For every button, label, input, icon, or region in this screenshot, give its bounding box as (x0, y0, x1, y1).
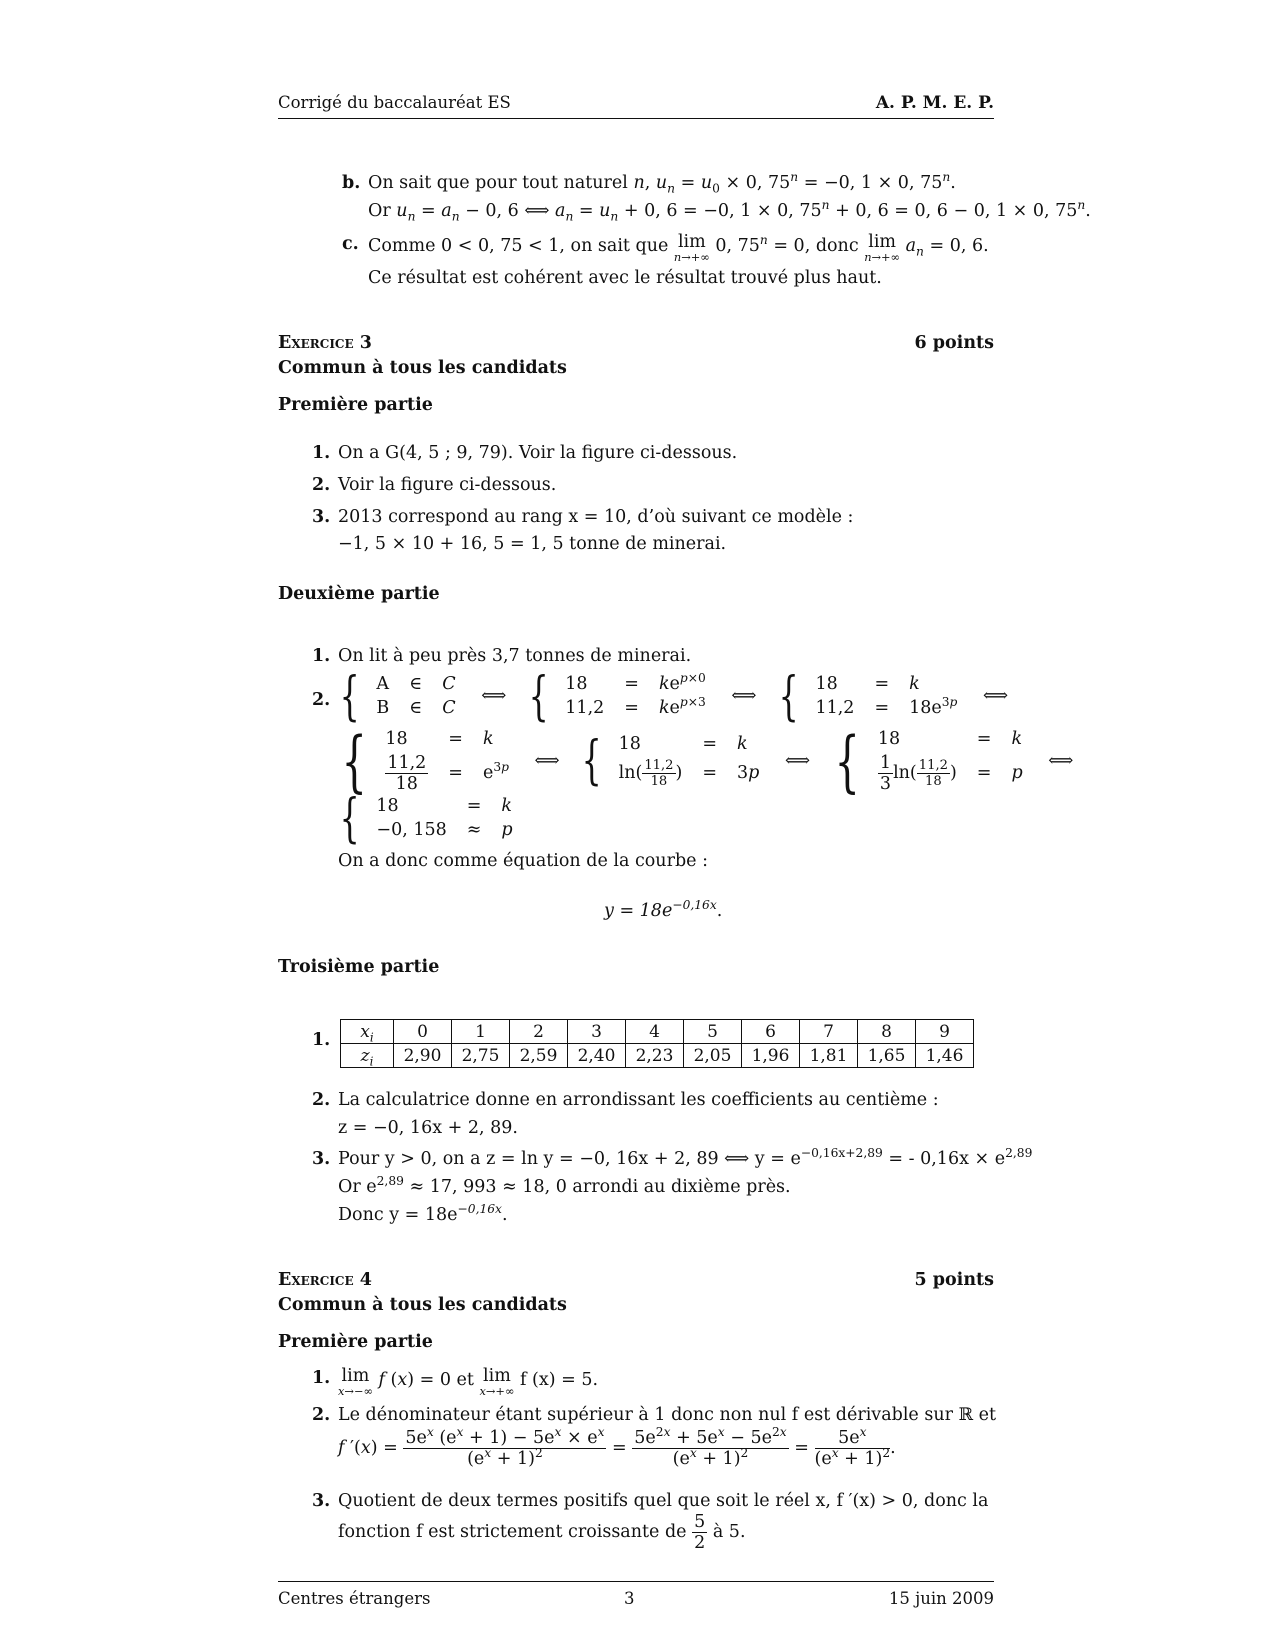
prev-c-line1-text3: = 0, donc (773, 235, 859, 256)
table-cell: 2,23 (626, 1044, 684, 1068)
ex3-p3-item2: La calculatrice donne en arrondissant les coefficients au centième : (338, 1090, 939, 1110)
prev-c-line2: Ce résultat est cohérent avec le résultat trouvé plus haut. (368, 268, 882, 288)
ex4-title: Exercice 4 (278, 1270, 372, 1290)
prev-b-line1: On sait que pour tout naturel n, $u_n = u_0 \times 0$, 75$^n$ = −0, 1 × 0, 75$^n$. (368, 170, 956, 196)
table-row-x (341, 1020, 974, 1044)
ex4-num3: 3. (312, 1491, 331, 1511)
ex3-p1-num2: 2. (312, 475, 331, 495)
ex4-part1-heading: Première partie (278, 1332, 433, 1352)
table-cell: 2,05 (684, 1044, 742, 1068)
ex4-num2: 2. (312, 1405, 331, 1425)
equation-exponent: −0,16x (672, 898, 717, 913)
table-cell: 2,75 (452, 1044, 510, 1068)
ex3-p3-num2: 2. (312, 1090, 331, 1110)
ex3-p1-num1: 1. (312, 443, 331, 463)
ex3-p2-equation: $y = 18e^{-0,16x}$. (604, 898, 723, 921)
p3-item3-line2-text: ≈ 17, 993 ≈ 18, 0 arrondi au dixième près. (409, 1177, 791, 1197)
ex4-item2: Le dénominateur étant supérieur à 1 donc non nul f est dérivable sur ℝ et (338, 1405, 997, 1425)
ex3-p3-item3-line3: Donc $y = 18e^{-0,16x}$. (338, 1202, 508, 1225)
ex3-p3-item3 (338, 1146, 1033, 1171)
table-row-z (341, 1044, 974, 1068)
ex3-p3-item2-line2: z = −0, 16x + 2, 89. (338, 1118, 518, 1138)
ex4-subtitle: Commun à tous les candidats (278, 1295, 567, 1315)
ex4-num1: 1. (312, 1368, 331, 1388)
table-cell: 1,81 (800, 1044, 858, 1068)
ex3-p1-item3: 2013 correspond au rang x = 10, d’où suivant ce modèle : (338, 507, 854, 527)
footer-rule (278, 1581, 994, 1582)
p3-item3-tail-exp: 2,89 (1005, 1146, 1033, 1161)
p3-item3-exp: −0,16x+2,89 (800, 1146, 883, 1161)
ex3-p2-item1: On lit à peu près 3,7 tonnes de minerai. (338, 646, 692, 666)
footer-right: 15 juin 2009 (888, 1589, 994, 1608)
ex4-derivative: f ′(x) = $\frac{5e^x (e^x + 1) - 5e^x \times e^x}{(e^x + 1)^2}$ = $\frac{5e^{2x} + 5e^x - 5e^{2x}}{(e^x + 1)^2}$ = $\frac{5e^x}{(e^x + 1)^2}$ . (338, 1425, 896, 1470)
ex3-part2-heading: Deuxième partie (278, 584, 440, 604)
prev-b-line2-text2: = 0, 6 − 0, 1 × 0, 75 (894, 201, 1078, 221)
ex4-item1: lim x→−∞ f (x) = 0 et lim x→+∞ f (x) = 5. (338, 1366, 599, 1398)
system-row-3: { 18 = k −0, 158 ≈ p (339, 788, 513, 849)
ex4-item3-line2-text: fonction f est strictement croissante de (338, 1522, 687, 1543)
prev-c-line1-text2: 0, 75 (715, 235, 760, 256)
ex3-subtitle: Commun à tous les candidats (278, 358, 567, 378)
table-cell: 1,65 (858, 1044, 916, 1068)
ex3-p1-num3: 3. (312, 507, 331, 527)
table-cell: 4 (626, 1020, 684, 1044)
table-cell: 1,96 (742, 1044, 800, 1068)
ex3-points: 6 points (914, 333, 994, 353)
prev-c-line1-text4: = 0, 6. (929, 235, 989, 256)
ex3-part3-heading: Troisième partie (278, 957, 440, 977)
table-cell: 8 (858, 1020, 916, 1044)
system-row-1: { A ∈ C B ∈ C ⟺ { 18 = $ke^{p\times 0}$ 11,2 = $ke^{p\times 3}$ ⟺ { 18 = k 11,2 = $18e^{3p}$ ⟺ (339, 666, 1009, 727)
ex3-p2-final-intro: On a donc comme équation de la courbe : (338, 851, 708, 871)
prev-c-line1-text: Comme 0 < 0, 75 < 1, on sait que (368, 235, 669, 256)
ex4-item3: Quotient de deux termes positifs quel que soit le réel x, f ′(x) > 0, donc la (338, 1491, 989, 1511)
table-cell: 7 (800, 1020, 858, 1044)
p3-item3-line3-text: Donc y = 18e (338, 1205, 458, 1225)
header-left: Corrigé du baccalauréat ES (278, 93, 511, 112)
equation-main: y = 18e (604, 901, 673, 921)
ex4-item1-tail: f (x) = 5. (519, 1369, 599, 1390)
table-cell: 1,46 (916, 1044, 974, 1068)
footer-left: Centres étrangers (278, 1589, 431, 1608)
prev-b-line1-text: On sait que pour tout naturel (368, 173, 628, 193)
table-cell: 6 (742, 1020, 800, 1044)
ex3-part1-heading: Première partie (278, 395, 433, 415)
ex3-p2-num2: 2. (312, 690, 331, 710)
ex3-p1-item1: On a G(4, 5 ; 9, 79). Voir la figure ci-dessous. (338, 443, 738, 463)
table-cell: 3 (568, 1020, 626, 1044)
header-rule (278, 118, 994, 119)
prev-b-label: b. (342, 173, 361, 193)
table-header-z: $z_i$ (341, 1044, 394, 1068)
header-right: A. P. M. E. P. (875, 93, 994, 113)
table-cell: 9 (916, 1020, 974, 1044)
ex3-p1-item2: Voir la figure ci-dessous. (338, 475, 557, 495)
ex4-item3-line2-tail: à 5. (712, 1522, 746, 1543)
table-cell: 2,90 (394, 1044, 452, 1068)
table-cell: 1 (452, 1020, 510, 1044)
table-cell: 2,59 (510, 1044, 568, 1068)
table-cell: 2 (510, 1020, 568, 1044)
p3-item3-tail: = - 0,16x × e (882, 1149, 1006, 1169)
ex3-p2-num1: 1. (312, 646, 331, 666)
table-header-x: $x_i$ (341, 1020, 394, 1044)
prev-c-label: c. (342, 234, 359, 254)
prev-c-line1: Comme 0 < 0, 75 < 1, on sait que lim n→+∞ 0, 75$^n$ = 0, donc lim n→+∞ $a_n = 0$, 6. (368, 232, 989, 264)
data-table (340, 1019, 974, 1068)
ex3-title: Exercice 3 (278, 333, 372, 353)
table-cell: 2,40 (568, 1044, 626, 1068)
p3-item3-text: Pour y > 0, on a z = ln y = −0, 16x + 2, 89 ⟺ y = e (338, 1149, 801, 1169)
system-row-2: { 18 = k $\frac{11,2}{18}$ = $e^{3p}$ ⟺ { 18 = k ln( $\frac{11,2}{18}$ ) = 3p ⟺ { 18 = k $\frac{1}{3}$ ln( $\frac{11,2}{18}$ ) = p ⟺ (341, 722, 1074, 801)
table-cell: 5 (684, 1020, 742, 1044)
ex3-p1-item3-line2: −1, 5 × 10 + 16, 5 = 1, 5 tonne de minerai. (338, 534, 727, 554)
ex3-p3-num3: 3. (312, 1149, 331, 1169)
prev-b-line2: Or $u_n = a_n - 0$, 6 ⟺ $a_n = u_n + 0$, 6 = −0, 1 × 0, $75^n + 0$, 6 = 0, 6 − 0, 1 × 0, 75$^n$. (368, 198, 1091, 224)
page-number: 3 (624, 1589, 635, 1608)
prev-b-line1-text2: = −0, 1 × 0, 75 (803, 173, 943, 193)
ex3-p3-item3-line2: Or $e^{2,89} \approx 17$, 993 ≈ 18, 0 arrondi au dixième près. (338, 1174, 791, 1197)
ex4-points: 5 points (914, 1270, 994, 1290)
ex3-p3-num1: 1. (312, 1030, 331, 1050)
ex4-item3-line2: fonction f est strictement croissante de $\frac{5}{2}$ à 5. (338, 1512, 746, 1554)
table-cell: 0 (394, 1020, 452, 1044)
prev-b-line2-text: Or (368, 201, 391, 221)
